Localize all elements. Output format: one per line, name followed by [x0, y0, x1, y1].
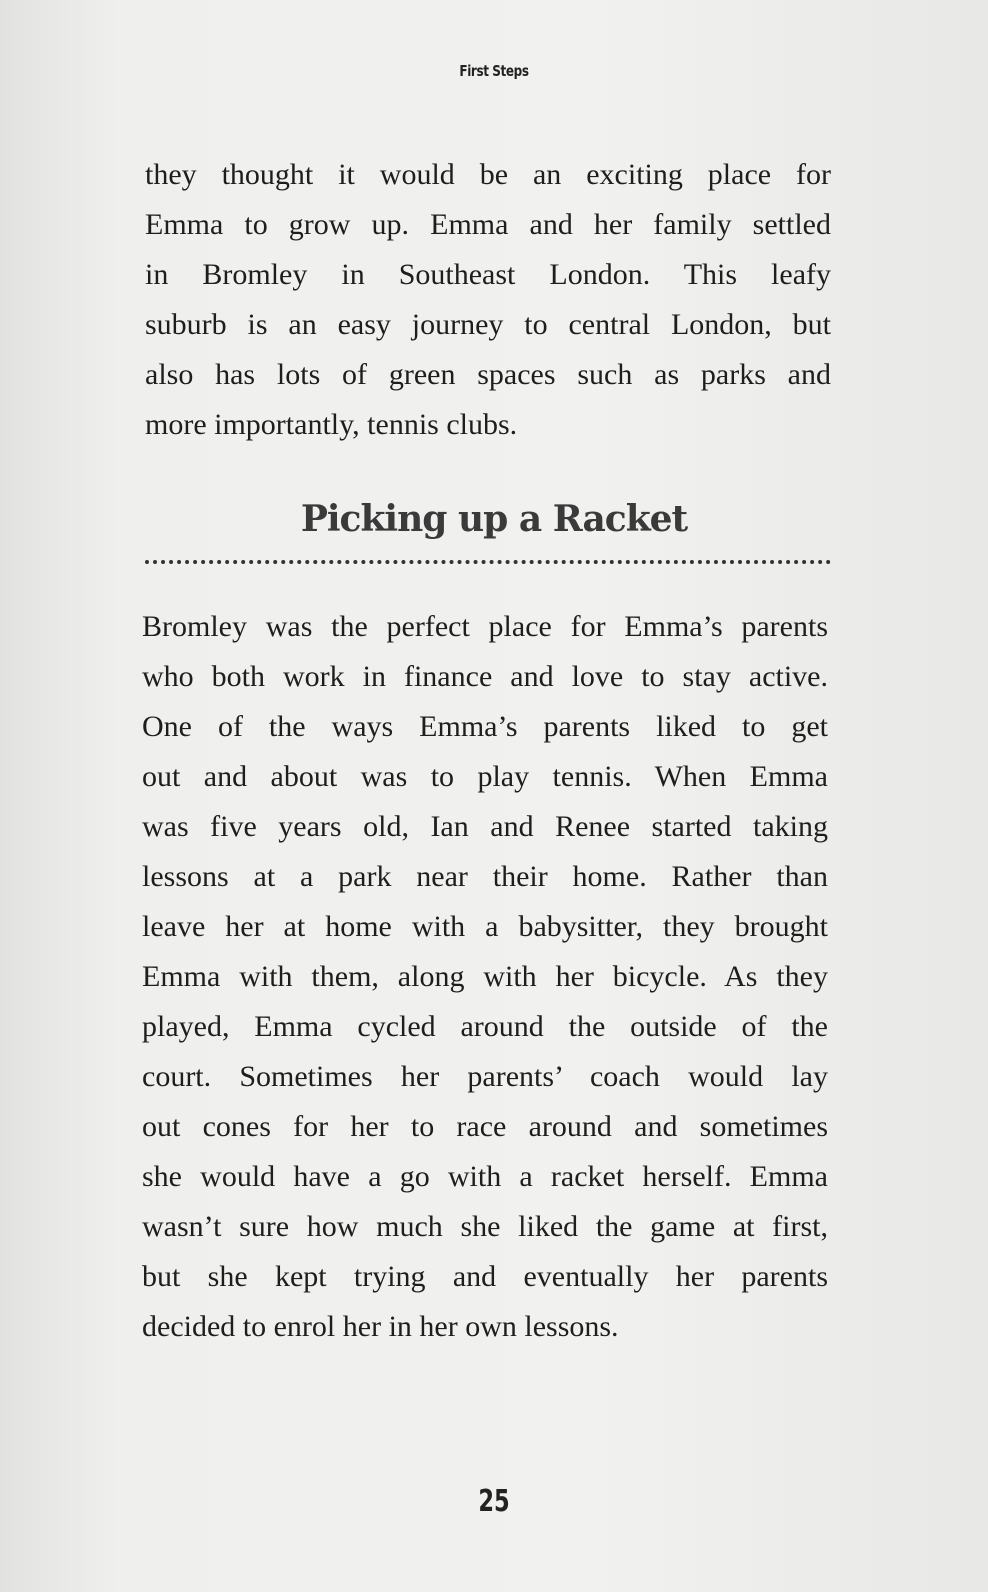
text-line: leave her at home with a babysitter, they brought	[142, 910, 828, 943]
text-line: out cones for her to race around and sometimes	[142, 1110, 828, 1143]
text-line: who both work in finance and love to stay active.	[142, 660, 828, 693]
paragraph-2	[142, 602, 828, 1352]
text-line: was five years old, Ian and Renee started taking	[142, 810, 828, 843]
text-line: in Bromley in Southeast London. This leafy	[145, 258, 831, 291]
paragraph-1	[145, 150, 831, 450]
text-line: decided to enrol her in her own lessons.	[142, 1310, 619, 1343]
page-number: 25	[478, 1484, 510, 1519]
text-line: court. Sometimes her parents’ coach would lay	[142, 1060, 828, 1093]
text-line: wasn’t sure how much she liked the game at first,	[142, 1210, 828, 1243]
text-line: One of the ways Emma’s parents liked to get	[142, 710, 828, 743]
text-line: she would have a go with a racket herself. Emma	[142, 1160, 828, 1193]
text-line: Emma with them, along with her bicycle. As they	[142, 960, 828, 993]
text-line: Bromley was the perfect place for Emma’s parents	[142, 610, 828, 643]
text-line: suburb is an easy journey to central London, but	[145, 308, 831, 341]
text-line: they thought it would be an exciting place for	[145, 158, 831, 191]
text-line: also has lots of green spaces such as parks and	[145, 358, 831, 391]
text-line: but she kept trying and eventually her parents	[142, 1260, 828, 1293]
text-line: lessons at a park near their home. Rather than	[142, 860, 828, 893]
running-header: First Steps	[459, 62, 529, 80]
text-line: out and about was to play tennis. When Emma	[142, 760, 828, 793]
section-heading: Picking up a Racket	[300, 498, 688, 540]
text-line: more importantly, tennis clubs.	[145, 408, 518, 441]
text-line: played, Emma cycled around the outside of the	[142, 1010, 828, 1043]
text-line: Emma to grow up. Emma and her family settled	[145, 208, 831, 241]
dotted-divider	[145, 560, 831, 564]
